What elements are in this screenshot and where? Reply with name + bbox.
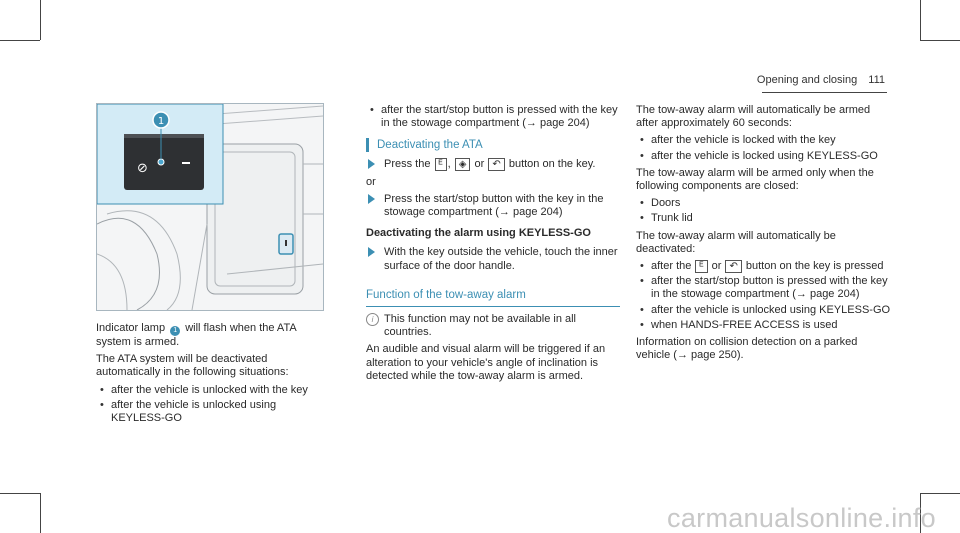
text: will flash when the ATA system is armed. xyxy=(96,322,297,348)
text: This function may not be available in all countries. xyxy=(384,313,576,339)
paragraph: Information on collision detection on a parked vehicle (→ page 250). xyxy=(636,336,858,362)
info-note xyxy=(366,313,620,339)
dashboard-drawing xyxy=(97,104,323,310)
bullet-list xyxy=(636,260,892,332)
column-1 xyxy=(96,322,326,429)
instruction-step xyxy=(366,193,620,219)
trunk-button-icon: ↶ xyxy=(488,158,504,171)
running-header xyxy=(757,74,885,87)
bullet-list xyxy=(636,197,892,225)
unlock-button-icon: ᴱ xyxy=(695,260,707,273)
list-item: • after the vehicle is unlocked using KEYLESS-GO xyxy=(96,399,326,425)
bullet-list xyxy=(366,104,620,130)
unlock-button-icon: ᴱ xyxy=(435,158,447,171)
paragraph: The tow-away alarm will automatically be deactivated: xyxy=(636,229,836,255)
interior-illustration xyxy=(96,103,324,311)
info-icon: i xyxy=(366,313,379,326)
svg-text:⊘: ⊘ xyxy=(137,161,148,176)
bullet-list xyxy=(636,134,892,162)
list-item: • after the vehicle is unlocked using KEYLESS-GO xyxy=(636,304,892,317)
text: button on the key. xyxy=(508,158,596,171)
list-item xyxy=(636,260,892,273)
text: Indicator lamp xyxy=(96,322,166,334)
list-item: • after the vehicle is locked using KEYLESS-GO xyxy=(636,150,892,163)
arrow-icon xyxy=(368,247,375,257)
arrow-icon xyxy=(368,159,375,169)
section-title: Opening and closing xyxy=(756,74,858,86)
crop-mark xyxy=(0,40,40,41)
list-item: • after the vehicle is unlocked with the key xyxy=(96,384,326,397)
crop-mark xyxy=(0,493,40,494)
text: after the xyxy=(651,260,692,273)
list-item: • after the start/stop button is pressed with the key in the stowage compartment (→ page 204) xyxy=(366,104,620,130)
crop-mark xyxy=(40,0,41,40)
watermark: carmanualsonline.info xyxy=(667,502,936,533)
text: button on the key is pressed xyxy=(745,260,884,273)
list-item: • when HANDS-FREE ACCESS is used xyxy=(636,319,892,332)
list-item: • Trunk lid xyxy=(636,212,892,225)
section-heading: Deactivating the ATA xyxy=(366,138,620,152)
instruction-step xyxy=(366,246,620,272)
crop-mark xyxy=(920,40,960,41)
crop-mark xyxy=(920,0,921,40)
text: With the key outside the vehicle, touch the inner surface of the door handle. xyxy=(384,246,618,272)
list-item: • after the start/stop button is pressed with the key in the stowage compartment (→ page 204) xyxy=(636,275,892,301)
column-3 xyxy=(636,104,892,366)
header-rule xyxy=(762,92,887,93)
list-item: • Doors xyxy=(636,197,892,210)
text: or xyxy=(474,158,485,171)
paragraph: The ATA system will be deactivated automatically in the following situations: xyxy=(96,353,289,379)
page-number: 111 xyxy=(868,74,885,86)
callout-badge: 1 xyxy=(170,326,180,336)
text: Press the start/stop button with the key in the stowage compartment (→ page 204) xyxy=(384,192,604,219)
paragraph: The tow-away alarm will automatically be armed after approximately 60 seconds: xyxy=(636,104,871,130)
instruction-step: Press the ᴱ , ◈ or ↶ button on the key. xyxy=(366,158,620,171)
crop-mark xyxy=(40,493,41,533)
text: or xyxy=(711,260,722,273)
section-heading: Function of the tow-away alarm xyxy=(366,289,620,307)
crop-mark xyxy=(920,493,960,494)
or-text: or xyxy=(366,175,376,188)
subheading: Deactivating the alarm using KEYLESS-GO xyxy=(366,227,591,240)
bullet-list xyxy=(96,384,326,426)
trunk-button-icon: ↶ xyxy=(725,260,741,273)
text: Press the xyxy=(384,158,431,171)
list-item: • after the vehicle is locked with the key xyxy=(636,134,892,147)
paragraph xyxy=(96,322,326,349)
column-2 xyxy=(366,104,620,387)
arrow-icon xyxy=(368,194,375,204)
paragraph: The tow-away alarm will be armed only when the following components are closed: xyxy=(636,166,874,193)
paragraph: An audible and visual alarm will be triggered if an alteration to your vehicle's angle of inclination is detected while the tow-away alarm is armed. xyxy=(366,343,606,382)
lock-button-icon: ◈ xyxy=(455,158,471,171)
callout-number: 1 xyxy=(157,116,165,127)
